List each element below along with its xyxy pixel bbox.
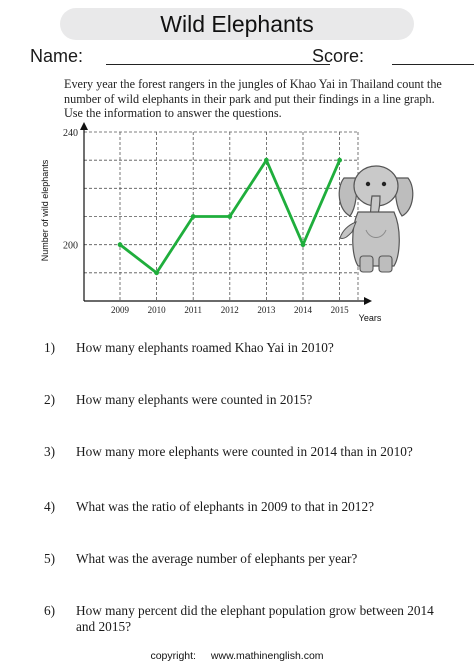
y-axis-arrow xyxy=(80,122,88,130)
y-tick-label: 200 xyxy=(63,240,78,252)
title-banner xyxy=(60,8,414,40)
intro-line: Use the information to answer the questions. xyxy=(64,106,282,120)
data-point xyxy=(191,214,196,219)
y-axis-label: Number of wild elephants xyxy=(40,159,50,262)
name-score-row xyxy=(30,46,450,72)
x-axis-arrow xyxy=(364,297,372,305)
x-tick-label: 2011 xyxy=(184,305,203,315)
intro-line: Every year the forest rangers in the jungles of Khao Yai in Thailand count the xyxy=(64,77,442,91)
intro-line: number of wild elephants in their park and put their findings in a line graph. xyxy=(64,91,435,106)
question-number: 4) xyxy=(44,499,56,514)
y-tick-label: 240 xyxy=(63,128,78,139)
x-tick-label: 2009 xyxy=(111,305,129,315)
website-link[interactable]: www.mathinenglish.com xyxy=(210,650,324,662)
name-blank-line[interactable] xyxy=(106,64,330,65)
data-point xyxy=(118,242,123,247)
footer xyxy=(0,650,474,662)
intro-paragraph xyxy=(64,77,448,121)
question-number: 2) xyxy=(44,392,56,407)
question-number: 1) xyxy=(44,340,56,355)
x-tick-label: 2010 xyxy=(147,305,166,315)
question-text: How many percent did the elephant population grow between 2014 and 2015? xyxy=(76,603,434,634)
name-label: Name: xyxy=(30,46,84,66)
data-point xyxy=(227,214,232,219)
x-tick-label: 2013 xyxy=(257,305,276,315)
x-tick-label: 2015 xyxy=(330,305,349,315)
question-number: 3) xyxy=(44,444,56,459)
question-number: 6) xyxy=(44,603,56,618)
chart-axes xyxy=(80,122,372,305)
elephant-illustration xyxy=(336,160,416,275)
score-label: Score: xyxy=(312,46,365,66)
data-point xyxy=(154,270,159,275)
chart-labels xyxy=(40,128,382,323)
question-text: How many elephants were counted in 2015? xyxy=(76,392,313,407)
copyright-label: copyright: xyxy=(150,650,196,662)
question-text: How many elephants roamed Khao Yai in 2010? xyxy=(76,340,334,355)
question-text: How many more elephants were counted in 2014 than in 2010? xyxy=(76,444,413,459)
data-point xyxy=(264,158,269,163)
score-blank-line[interactable] xyxy=(392,64,474,65)
question-text: What was the ratio of elephants in 2009 to that in 2012? xyxy=(76,499,374,514)
question-text: What was the average number of elephants per year? xyxy=(76,551,358,566)
question-number: 5) xyxy=(44,551,56,566)
x-tick-label: 2014 xyxy=(294,305,312,315)
worksheet-title: Wild Elephants xyxy=(160,10,314,37)
x-tick-label: 2012 xyxy=(220,305,239,315)
x-axis-label: Years xyxy=(358,313,382,323)
data-point xyxy=(301,242,306,247)
